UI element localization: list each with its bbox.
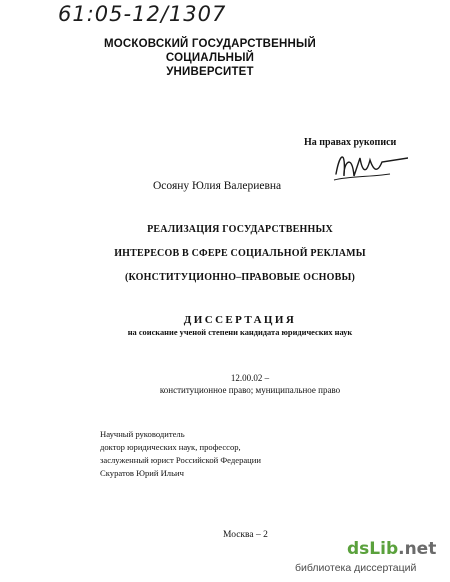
author-name: Осояну Юлия Валериевна <box>153 180 282 192</box>
watermark-logo <box>344 539 439 559</box>
supervisor-name: Скуратов Юрий Ильич <box>100 468 184 478</box>
supervisor-heading: Научный руководитель <box>100 429 185 439</box>
title-line-3: (КОНСТИТУЦИОННО–ПРАВОВЫЕ ОСНОВЫ) <box>124 272 356 283</box>
specialty-name: конституционное право; муниципальное право <box>159 385 341 395</box>
degree-line: на соискание ученой степени кандидата юридических наук <box>127 328 353 337</box>
city-year: Москва – 2 <box>223 530 268 540</box>
university-header <box>60 37 360 79</box>
supervisor-title: заслуженный юрист Российской Федерации <box>100 455 261 465</box>
rights-note: На правах рукописи <box>304 137 397 148</box>
university-line-2: УНИВЕРСИТЕТ <box>166 66 254 78</box>
specialty-code: 12.00.02 – <box>230 373 270 383</box>
title-line-2: ИНТЕРЕСОВ В СФЕРЕ СОЦИАЛЬНОЙ РЕКЛАМЫ <box>114 248 366 259</box>
archive-stamp: 61:05-12/1307 <box>58 2 227 26</box>
watermark-logo-main: dsLib <box>347 539 399 559</box>
watermark-tagline: библиотека диссертаций <box>292 562 419 574</box>
university-line-1: МОСКОВСКИЙ ГОСУДАРСТВЕННЫЙ СОЦИАЛЬНЫЙ <box>104 38 316 64</box>
watermark-logo-domain: .net <box>398 539 437 559</box>
supervisor-degree: доктор юридических наук, профессор, <box>100 442 241 452</box>
title-line-1: РЕАЛИЗАЦИЯ ГОСУДАРСТВЕННЫХ <box>147 224 333 235</box>
signature-icon <box>330 146 408 184</box>
document-type: ДИССЕРТАЦИЯ <box>183 314 297 326</box>
